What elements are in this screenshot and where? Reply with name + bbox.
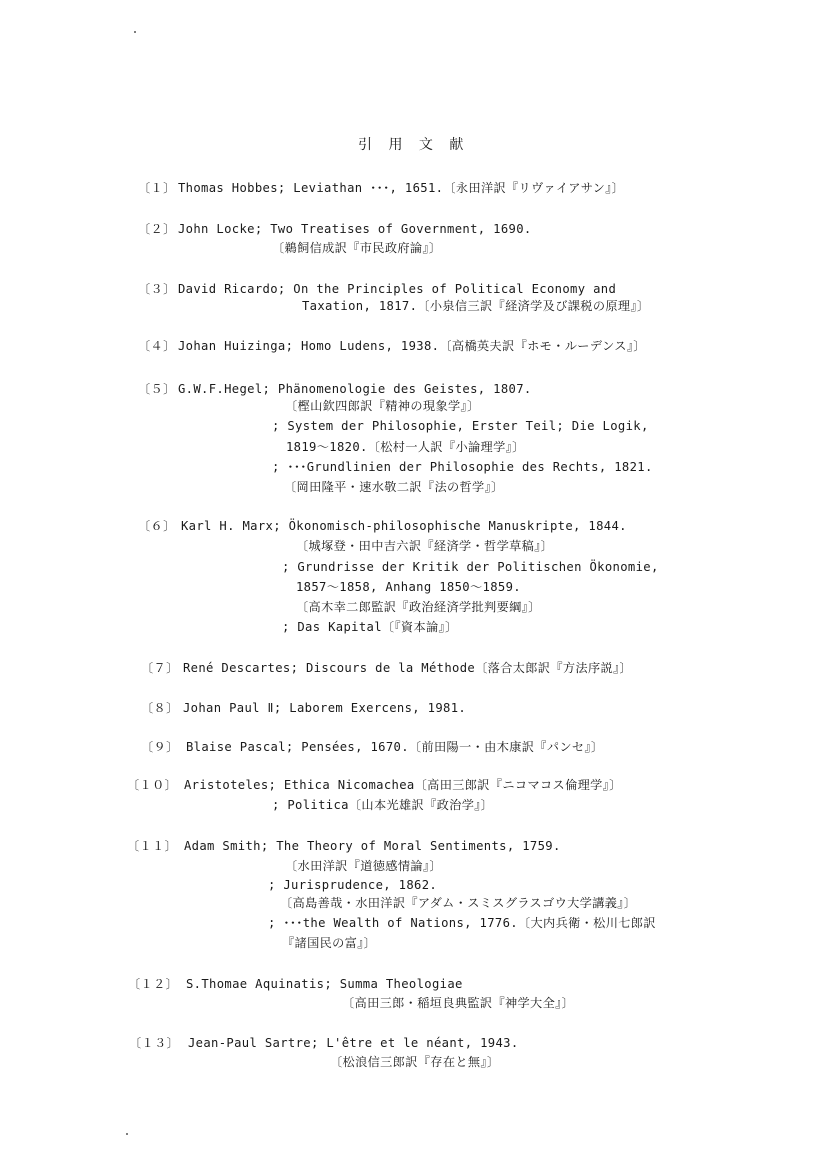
reference-continuation: ; Grundrisse der Kritik der Politischen Ökonomie, (282, 560, 659, 574)
reference-number: 〔８〕 (141, 701, 179, 715)
reference-citation: S.Thomae Aquinatis; Summa Theologiae (186, 977, 463, 991)
reference-number: 〔１２〕 (128, 977, 179, 991)
reference-continuation: 1819～1820.〔松村一人訳『小論理学』〕 (286, 440, 525, 454)
reference-continuation: 〔高木幸二郎監訳『政治経済学批判要綱』〕 (296, 600, 541, 614)
reference-continuation: 〔鵜飼信成訳『市民政府論』〕 (272, 241, 442, 255)
scan-speck (126, 1133, 128, 1135)
reference-continuation: ; ･･･Grundlinien der Philosophie des Rechts, 1821. (272, 460, 653, 474)
reference-number: 〔１０〕 (127, 778, 178, 792)
reference-citation: René Descartes; Discours de la Méthode〔落合太郎訳『方法序説』〕 (183, 661, 633, 675)
reference-number: 〔１３〕 (129, 1036, 180, 1050)
reference-number: 〔４〕 (138, 339, 176, 353)
reference-number: 〔５〕 (138, 382, 176, 396)
reference-continuation: 〔水田洋訳『道徳感情論』〕 (285, 859, 442, 873)
reference-citation: Johan Huizinga; Homo Ludens, 1938.〔高橋英夫訳『ホモ・ルーデンス』〕 (178, 339, 646, 353)
scan-speck (134, 31, 136, 33)
reference-continuation: 〔高島善哉・水田洋訳『アダム・スミスグラスゴウ大学講義』〕 (280, 896, 637, 910)
page-title: 引 用 文 献 (358, 137, 470, 153)
reference-number: 〔２〕 (138, 222, 176, 236)
reference-number: 〔３〕 (138, 282, 176, 296)
reference-continuation: 〔岡田隆平・速水敬二訳『法の哲学』〕 (284, 480, 504, 494)
reference-number: 〔９〕 (141, 740, 179, 754)
reference-continuation: 『諸国民の富』〕 (282, 936, 377, 950)
reference-citation: Aristoteles; Ethica Nicomachea〔高田三郎訳『ニコマコス倫理学』〕 (184, 778, 622, 792)
reference-continuation: 〔城塚登・田中吉六訳『経済学・哲学草稿』〕 (296, 539, 554, 553)
reference-citation: G.W.F.Hegel; Phänomenologie des Geistes, 1807. (178, 382, 532, 396)
reference-continuation: 〔松浪信三郎訳『存在と無』〕 (330, 1055, 500, 1069)
reference-citation: Adam Smith; The Theory of Moral Sentiments, 1759. (184, 839, 561, 853)
reference-continuation: 1857～1858, Anhang 1850～1859. (296, 580, 521, 594)
reference-citation: Johan Paul Ⅱ; Laborem Exercens, 1981. (183, 701, 467, 715)
reference-continuation: ; Politica〔山本光雄訳『政治学』〕 (272, 798, 494, 812)
reference-number: 〔１〕 (138, 181, 176, 195)
reference-citation: Thomas Hobbes; Leviathan ･･･, 1651.〔永田洋訳『リヴァイアサン』〕 (178, 181, 625, 195)
reference-number: 〔６〕 (138, 519, 176, 533)
reference-continuation: 〔樫山欽四郎訳『精神の現象学』〕 (285, 399, 480, 413)
reference-citation: John Locke; Two Treatises of Government, 1690. (178, 222, 532, 236)
reference-number: 〔７〕 (141, 661, 179, 675)
reference-number: 〔１１〕 (127, 839, 178, 853)
reference-citation: David Ricardo; On the Principles of Political Economy and (178, 282, 617, 296)
reference-continuation: ; Jurisprudence, 1862. (268, 878, 438, 892)
reference-continuation: 〔高田三郎・稲垣良典監訳『神学大全』〕 (342, 996, 575, 1010)
reference-citation: Jean-Paul Sartre; L'être et le néant, 1943. (188, 1036, 519, 1050)
reference-citation: Karl H. Marx; Ökonomisch-philosophische Manuskripte, 1844. (181, 519, 627, 533)
reference-continuation: ; ･･･the Wealth of Nations, 1776.〔大内兵衛・松川七郎訳 (268, 916, 656, 930)
reference-continuation: ; Das Kapital〔『資本論』〕 (282, 620, 458, 634)
reference-continuation: Taxation, 1817.〔小泉信三訳『経済学及び課税の原理』〕 (302, 299, 650, 313)
reference-continuation: ; System der Philosophie, Erster Teil; Die Logik, (272, 419, 649, 433)
reference-citation: Blaise Pascal; Pensées, 1670.〔前田陽一・由木康訳『パンセ』〕 (186, 740, 604, 754)
